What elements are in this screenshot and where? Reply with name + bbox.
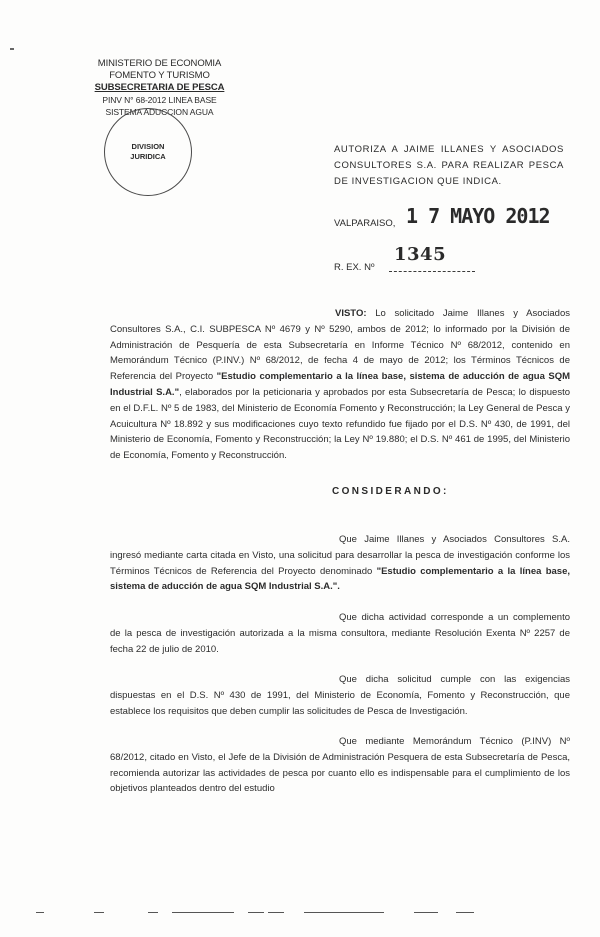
visto-text-2: , elaborados por la peticionaria y aprobados por esta Subsecretaría de Pesca; lo dispuesto en el D.F.L. Nº 5 de 1983, del Ministerio de Economía Fomento y Reconstrucción; la Ley General de Pesca y Acuicultura Nº 18.892 y sus modificaciones cuyo texto refundido fue fijado por el D.S. Nº 430, de 1991, del Ministerio de Economía, Fomento y Reconstrucción; la Ley Nº 19.880; el D.S. Nº 461 de 1995, del Ministerio de Economía, Fomento y Reconstrucción. bbox=[110, 386, 570, 462]
date-place: VALPARAISO, bbox=[334, 218, 396, 229]
c1-text: Que Jaime Illanes y Asociados Consultores S.A. ingresó mediante carta citada en Visto, una solicitud para desarrollar la pesca de investigación conforme los Términos Técnicos de Referencia del Proyecto denominado bbox=[110, 534, 570, 577]
reference-code: PINV N° 68-2012 LINEA BASE SISTEMA ADUCCION AGUA bbox=[102, 95, 217, 117]
considerando-heading: CONSIDERANDO: bbox=[332, 486, 449, 497]
ministry-line-2: FOMENTO Y TURISMO bbox=[109, 70, 210, 81]
subsecretaria-title: SUBSECRETARIA DE PESCA bbox=[94, 82, 225, 93]
considerando-paragraph-4: Que mediante Memorándum Técnico (P.INV) Nº 68/2012, citado en Visto, el Jefe de la División de Administración Pesquera de esta Subsecretaría de Pesca, recomienda autorizar las actividades de pesca por cuanto ello es indispensable para el cumplimiento de los objetivos planteados dentro del estudio bbox=[110, 736, 570, 795]
visto-project: "Estudio complementario a la línea base, sistema de aducción de agua SQM Industrial S.A." bbox=[110, 371, 571, 398]
resolution-number-label: R. EX. Nº bbox=[334, 262, 375, 273]
seal-line-2: JURIDICA bbox=[130, 152, 166, 161]
c1-project: "Estudio complementario a la línea base, sistema de aducción de agua SQM Industrial S.A.". bbox=[110, 565, 570, 593]
bottom-scan-marks bbox=[36, 912, 566, 918]
resolution-number: 1345 bbox=[394, 244, 447, 265]
resolution-title: AUTORIZA A JAIME ILLANES Y ASOCIADOS CONSULTORES S.A. PARA REALIZAR PESCA DE INVESTIGACION QUE INDICA. bbox=[334, 144, 564, 187]
resolution-number-line bbox=[389, 271, 475, 272]
seal-line-1: DIVISION bbox=[131, 142, 165, 151]
division-juridica-seal bbox=[104, 108, 192, 196]
considerando-paragraph-2: Que dicha actividad corresponde a un complemento de la pesca de investigación autorizada a la misma consultora, mediante Resolución Exenta Nº 2257 de fecha 22 de julio de 2010. bbox=[110, 612, 570, 655]
ministry-line-1: MINISTERIO DE ECONOMIA bbox=[97, 58, 222, 69]
date-stamp: 1 7 MAYO 2012 bbox=[406, 204, 550, 228]
visto-label: VISTO: bbox=[335, 308, 367, 319]
considerando-paragraph-3: Que dicha solicitud cumple con las exigencias dispuestas en el D.S. Nº 430 de 1991, del Ministerio de Economía, Fomento y Reconstrucción, que establece los requisitos que deben cumplir las solicitudes de Pesca de Investigación. bbox=[110, 674, 570, 717]
visto-paragraph bbox=[110, 306, 570, 464]
visto-text-1: Lo solicitado Jaime Illanes y Asociados Consultores S.A., C.I. SUBPESCA Nº 4679 y Nº 5290, ambos de 2012; lo informado por la División de Administración de Pesquería de esta Subsecretaría en Informe Técnico Nº 68/2012, contenido en Memorándum Técnico (P.INV.) Nº 68/2012, de fecha 4 de mayo de 2012; los Términos Técnicos de Referencia del Proyecto bbox=[110, 308, 570, 383]
considerando-paragraph-1 bbox=[110, 532, 570, 595]
corner-mark bbox=[10, 48, 14, 50]
